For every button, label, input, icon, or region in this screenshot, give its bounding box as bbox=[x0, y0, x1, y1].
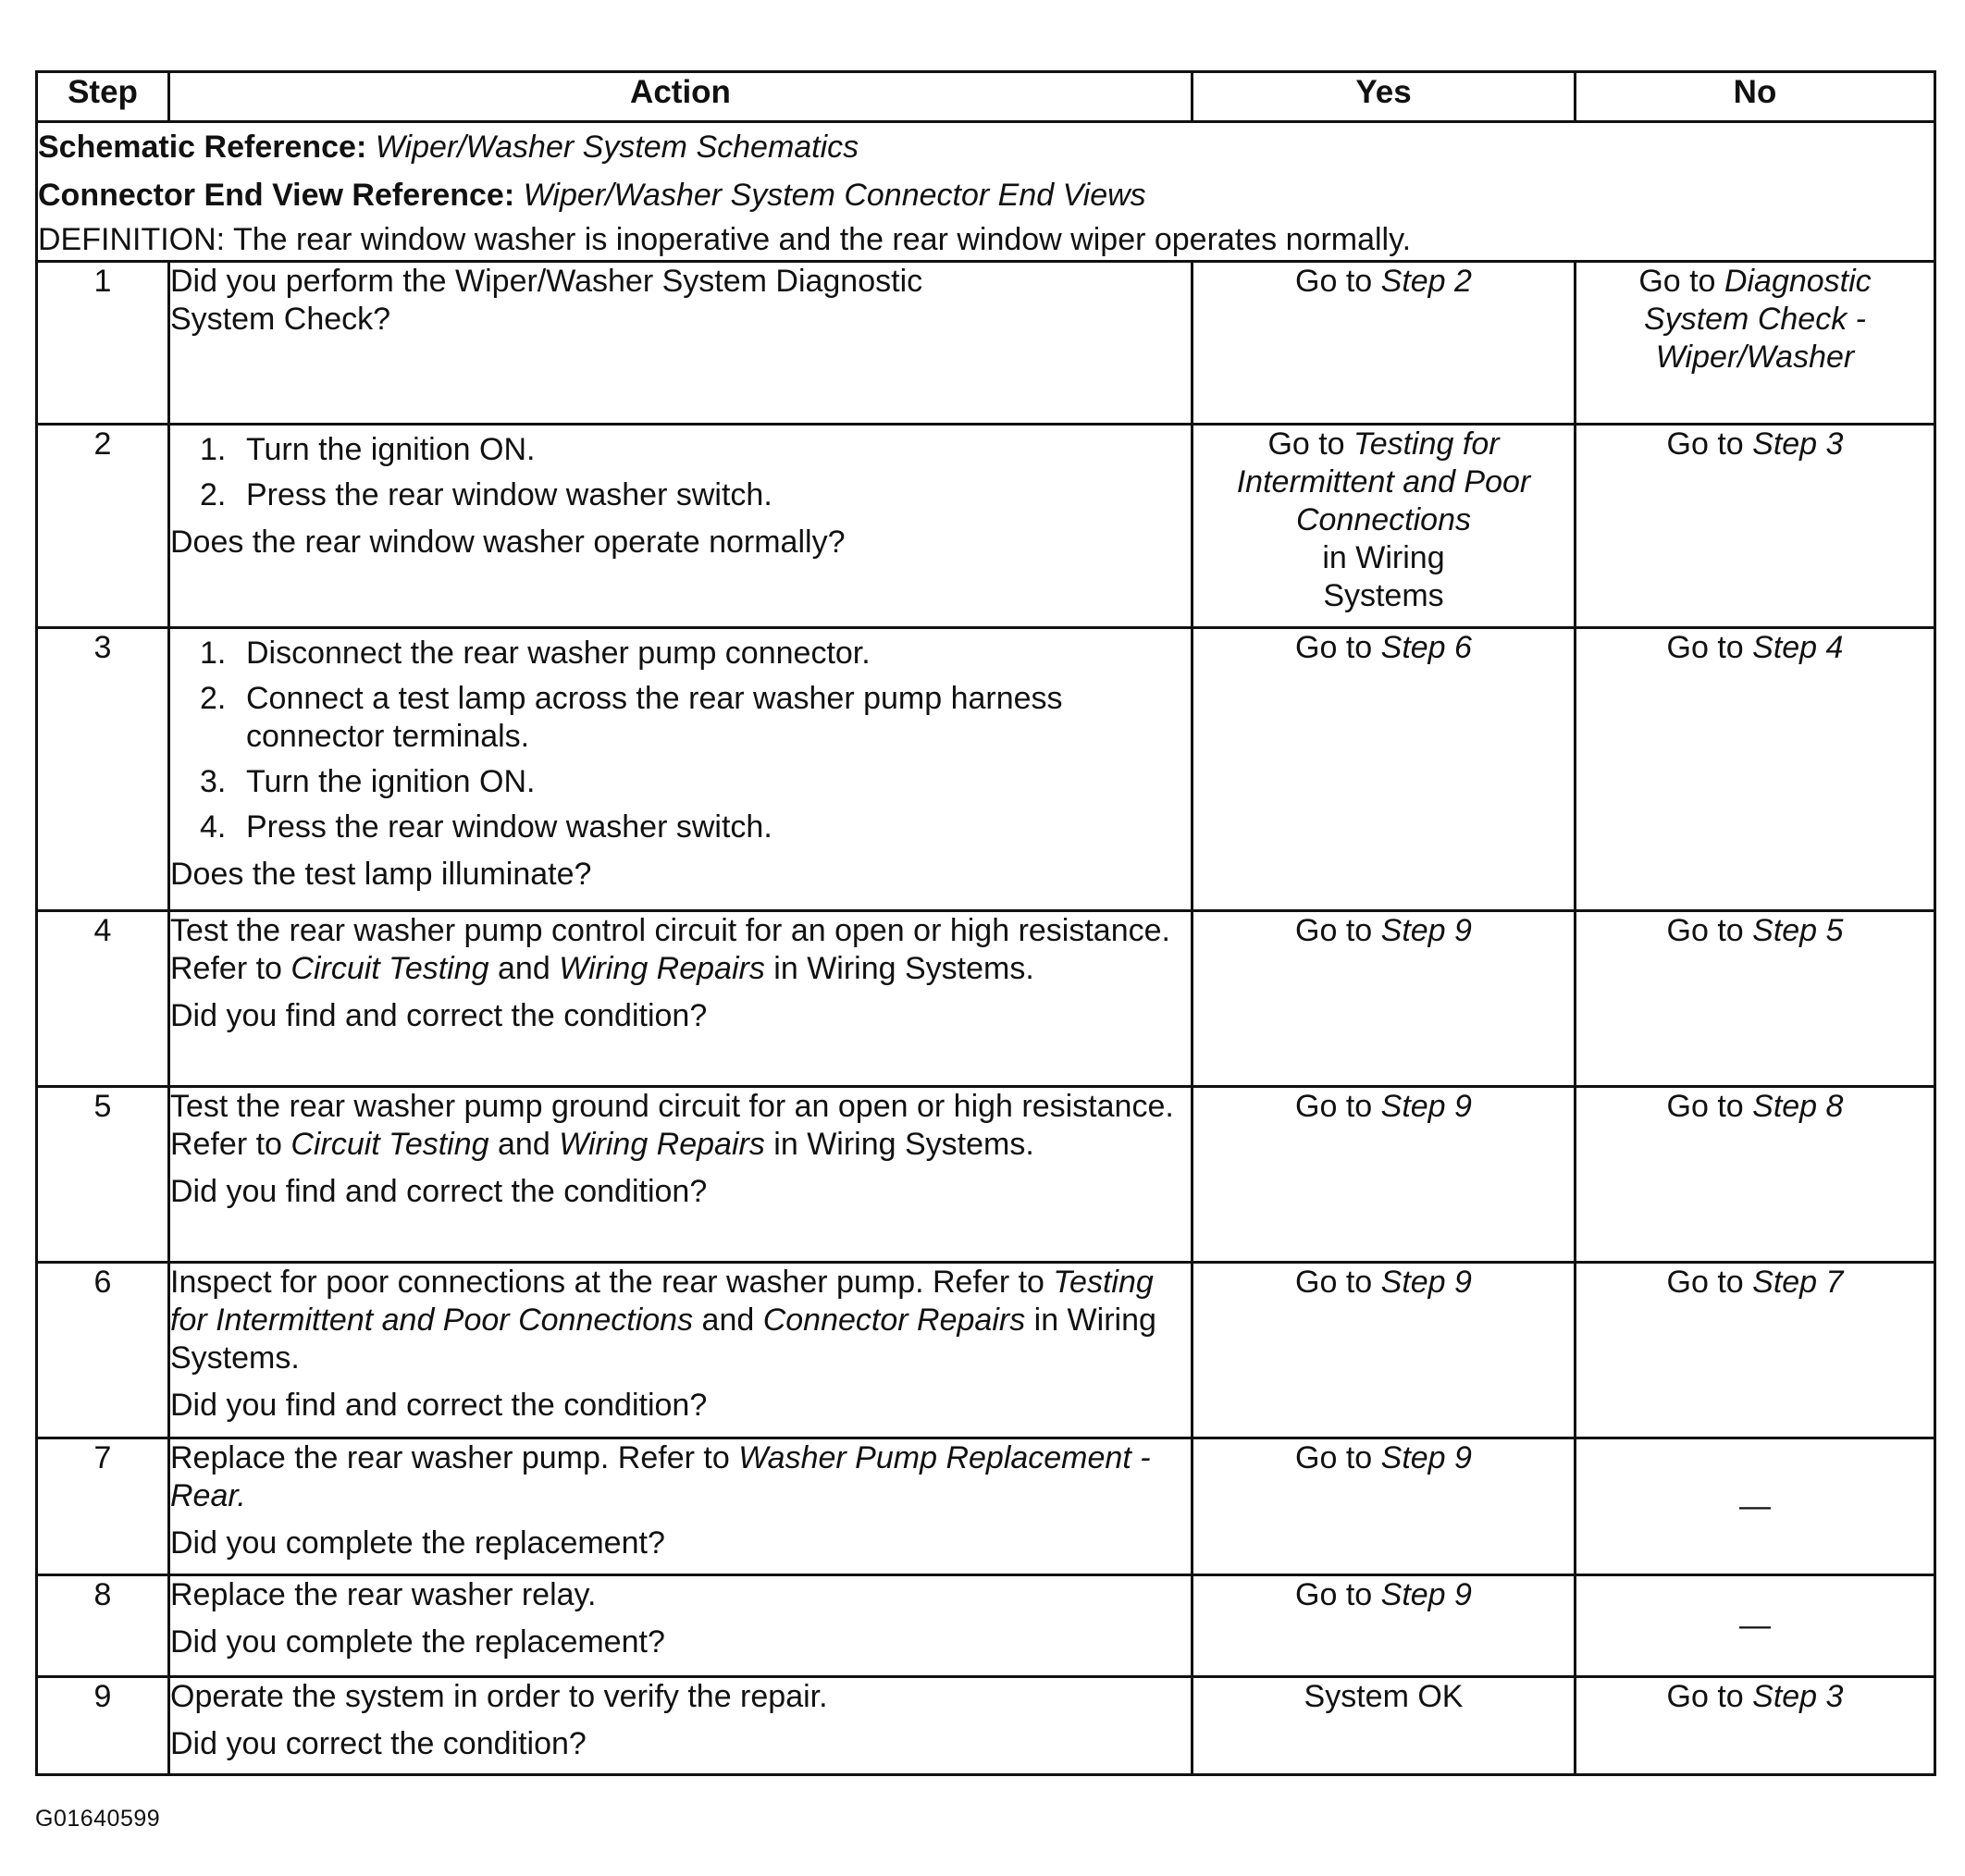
yes-cell bbox=[1193, 1438, 1576, 1575]
action-text-part: and bbox=[693, 1302, 763, 1338]
schematic-reference bbox=[38, 123, 1934, 171]
no-cell bbox=[1576, 628, 1935, 911]
table-row bbox=[37, 1438, 1935, 1575]
no-link[interactable]: Wiper/Washer bbox=[1655, 339, 1855, 375]
step-number: 7 bbox=[37, 1438, 169, 1575]
yes-link[interactable]: Intermittent and Poor bbox=[1236, 464, 1531, 500]
action-question: Did you find and correct the condition? bbox=[170, 1174, 708, 1209]
list-item-number: 1. bbox=[200, 636, 227, 671]
list-item-number: 4. bbox=[200, 809, 227, 845]
table-row bbox=[37, 425, 1935, 628]
yes-step-link[interactable]: Step 2 bbox=[1380, 264, 1472, 299]
schematic-reference-label: Schematic Reference: bbox=[38, 130, 367, 165]
action-question: Does the test lamp illuminate? bbox=[170, 857, 592, 892]
yes-link[interactable]: Connections bbox=[1295, 502, 1471, 537]
table-row bbox=[37, 1263, 1935, 1438]
action-reference-link[interactable]: Testing for Intermittent and Poor Connections bbox=[170, 1265, 1154, 1338]
action-question: Did you complete the replacement? bbox=[170, 1525, 665, 1561]
step-number: 8 bbox=[37, 1575, 169, 1677]
action-reference-link[interactable]: Washer Pump Replacement - Rear. bbox=[170, 1440, 1151, 1513]
action-reference-link[interactable]: Circuit Testing bbox=[290, 951, 489, 986]
list-item-number: 2. bbox=[200, 681, 227, 716]
action-reference-link[interactable]: Wiring Repairs bbox=[559, 951, 765, 986]
action-text-part: Inspect for poor connections at the rear washer pump. Refer to bbox=[170, 1265, 1054, 1300]
yes-step-link[interactable]: Step 9 bbox=[1380, 913, 1472, 948]
no-step-link[interactable]: Step 8 bbox=[1752, 1089, 1844, 1124]
no-cell bbox=[1576, 1575, 1935, 1677]
no-dash: — bbox=[1739, 1608, 1771, 1643]
header-step: Step bbox=[37, 72, 169, 122]
action-question: Did you complete the replacement? bbox=[170, 1624, 665, 1660]
list-item bbox=[170, 431, 1191, 469]
action-text-part: in Wiring Systems. bbox=[764, 951, 1034, 986]
yes-cell bbox=[1193, 262, 1576, 425]
no-prefix: Go to bbox=[1666, 1089, 1753, 1124]
no-link[interactable]: System Check - bbox=[1644, 302, 1866, 337]
definition-text: DEFINITION: The rear window washer is inoperative and the rear window wiper operates normally. bbox=[38, 222, 1412, 257]
no-cell bbox=[1576, 1438, 1935, 1575]
action-question: Did you find and correct the condition? bbox=[170, 998, 708, 1033]
yes-step-link[interactable]: Step 9 bbox=[1380, 1440, 1472, 1475]
no-cell bbox=[1576, 1263, 1935, 1438]
list-item bbox=[170, 680, 1191, 756]
yes-cell bbox=[1193, 1575, 1576, 1677]
no-step-link[interactable]: Step 5 bbox=[1752, 913, 1844, 948]
figure-id: G01640599 bbox=[35, 1806, 161, 1832]
table-row bbox=[37, 262, 1935, 425]
header-yes: Yes bbox=[1193, 72, 1576, 122]
connector-reference bbox=[38, 171, 1934, 219]
list-item-number: 2. bbox=[200, 477, 227, 512]
yes-step-link[interactable]: Step 6 bbox=[1380, 630, 1472, 665]
no-step-link[interactable]: Step 3 bbox=[1752, 1679, 1844, 1714]
yes-prefix: Go to bbox=[1295, 1265, 1381, 1300]
no-cell bbox=[1576, 262, 1935, 425]
action-cell bbox=[169, 425, 1193, 628]
yes-result: System OK bbox=[1304, 1679, 1464, 1714]
list-item-number: 3. bbox=[200, 764, 227, 799]
no-cell bbox=[1576, 1087, 1935, 1263]
step-number: 5 bbox=[37, 1087, 169, 1263]
reference-row bbox=[37, 122, 1935, 262]
action-text-part: in Wiring Systems. bbox=[170, 1302, 1156, 1376]
yes-prefix: Go to bbox=[1295, 1089, 1381, 1124]
list-item-text: Turn the ignition ON. bbox=[246, 764, 536, 799]
action-question: Did you correct the condition? bbox=[170, 1726, 587, 1761]
table-row bbox=[37, 628, 1935, 911]
yes-cell bbox=[1193, 425, 1576, 628]
no-prefix: Go to bbox=[1666, 1679, 1753, 1714]
list-item-text: Disconnect the rear washer pump connector. bbox=[246, 636, 871, 671]
header-action: Action bbox=[169, 72, 1193, 122]
no-prefix: Go to bbox=[1666, 630, 1753, 665]
action-cell bbox=[169, 1575, 1193, 1677]
no-step-link[interactable]: Step 4 bbox=[1752, 630, 1844, 665]
action-text bbox=[170, 1264, 1191, 1377]
action-reference-link[interactable]: Connector Repairs bbox=[762, 1302, 1026, 1338]
action-text-part: Test the rear washer pump control circuit for an open or high resistance. Refer to bbox=[170, 913, 1170, 986]
yes-cell bbox=[1193, 1087, 1576, 1263]
step-number: 9 bbox=[37, 1677, 169, 1775]
no-prefix: Go to bbox=[1638, 264, 1724, 299]
step-number: 3 bbox=[37, 628, 169, 911]
action-cell bbox=[169, 1677, 1193, 1775]
action-text bbox=[170, 912, 1191, 988]
yes-prefix: Go to bbox=[1295, 1577, 1381, 1612]
yes-cell bbox=[1193, 911, 1576, 1087]
action-cell bbox=[169, 628, 1193, 911]
no-prefix: Go to bbox=[1666, 1265, 1753, 1300]
list-item bbox=[170, 763, 1191, 801]
action-text-part: and bbox=[488, 951, 560, 986]
action-cell bbox=[169, 911, 1193, 1087]
step-number: 1 bbox=[37, 262, 169, 425]
action-text: Did you perform the Wiper/Washer System Diagnostic bbox=[170, 264, 923, 299]
table-row bbox=[37, 1087, 1935, 1263]
yes-prefix: Go to bbox=[1267, 426, 1354, 462]
yes-cell bbox=[1193, 1263, 1576, 1438]
list-item bbox=[170, 635, 1191, 673]
diagnostic-table bbox=[35, 70, 1936, 1776]
list-item-text: Press the rear window washer switch. bbox=[246, 809, 772, 845]
action-text-part: in Wiring Systems. bbox=[764, 1127, 1034, 1162]
table-row bbox=[37, 1677, 1935, 1775]
step-number: 4 bbox=[37, 911, 169, 1087]
no-step-link[interactable]: Step 7 bbox=[1752, 1265, 1844, 1300]
action-question: Did you find and correct the condition? bbox=[170, 1388, 708, 1423]
list-item bbox=[170, 476, 1191, 514]
action-cell bbox=[169, 1263, 1193, 1438]
yes-prefix: Go to bbox=[1295, 630, 1381, 665]
list-item bbox=[170, 808, 1191, 846]
yes-step-link[interactable]: Step 9 bbox=[1380, 1265, 1472, 1300]
action-cell bbox=[169, 262, 1193, 425]
yes-cell bbox=[1193, 1677, 1576, 1775]
action-text: Replace the rear washer relay. bbox=[170, 1577, 597, 1612]
action-text bbox=[170, 1088, 1191, 1164]
yes-cell bbox=[1193, 628, 1576, 911]
action-text: Operate the system in order to verify the repair. bbox=[170, 1679, 828, 1714]
no-cell bbox=[1576, 911, 1935, 1087]
list-item-text: Turn the ignition ON. bbox=[246, 432, 536, 467]
no-cell bbox=[1576, 1677, 1935, 1775]
action-reference-link[interactable]: Circuit Testing bbox=[290, 1127, 489, 1162]
list-item-number: 1. bbox=[200, 432, 227, 467]
yes-prefix: Go to bbox=[1295, 1440, 1381, 1475]
reference-cell bbox=[37, 122, 1935, 262]
action-cell bbox=[169, 1087, 1193, 1263]
connector-reference-link[interactable]: Wiper/Washer System Connector End Views bbox=[523, 178, 1146, 213]
yes-step-link[interactable]: Step 9 bbox=[1380, 1577, 1472, 1612]
step-number: 6 bbox=[37, 1263, 169, 1438]
yes-prefix: Go to bbox=[1295, 913, 1381, 948]
no-step-link[interactable]: Step 3 bbox=[1752, 426, 1844, 462]
yes-link[interactable]: Testing for bbox=[1353, 426, 1500, 462]
schematic-reference-link[interactable]: Wiper/Washer System Schematics bbox=[375, 130, 859, 165]
table-row bbox=[37, 1575, 1935, 1677]
step-number: 2 bbox=[37, 425, 169, 628]
action-question: Does the rear window washer operate normally? bbox=[170, 525, 846, 560]
header-row bbox=[37, 72, 1935, 122]
yes-step-link[interactable]: Step 9 bbox=[1380, 1089, 1472, 1124]
action-text bbox=[170, 1439, 1191, 1515]
no-dash: — bbox=[1739, 1488, 1771, 1524]
action-cell bbox=[169, 1438, 1193, 1575]
connector-reference-label: Connector End View Reference: bbox=[38, 178, 515, 213]
list-item-text: Press the rear window washer switch. bbox=[246, 477, 772, 512]
no-prefix: Go to bbox=[1666, 426, 1753, 462]
no-link[interactable]: Diagnostic bbox=[1724, 264, 1872, 299]
header-no: No bbox=[1576, 72, 1935, 122]
action-text: System Check? bbox=[170, 302, 391, 337]
yes-suffix: Systems bbox=[1323, 578, 1444, 613]
yes-prefix: Go to bbox=[1295, 264, 1381, 299]
no-cell bbox=[1576, 425, 1935, 628]
action-text-part: Test the rear washer pump ground circuit for an open or high resistance. Refer to bbox=[170, 1089, 1174, 1162]
action-reference-link[interactable]: Wiring Repairs bbox=[559, 1127, 765, 1162]
no-prefix: Go to bbox=[1666, 913, 1753, 948]
action-text-part: and bbox=[488, 1127, 560, 1162]
action-text-part: Replace the rear washer pump. Refer to bbox=[170, 1440, 739, 1475]
list-item-text: Connect a test lamp across the rear washer pump harness connector terminals. bbox=[246, 681, 1063, 754]
table-row bbox=[37, 911, 1935, 1087]
yes-suffix: in Wiring bbox=[1322, 540, 1445, 575]
